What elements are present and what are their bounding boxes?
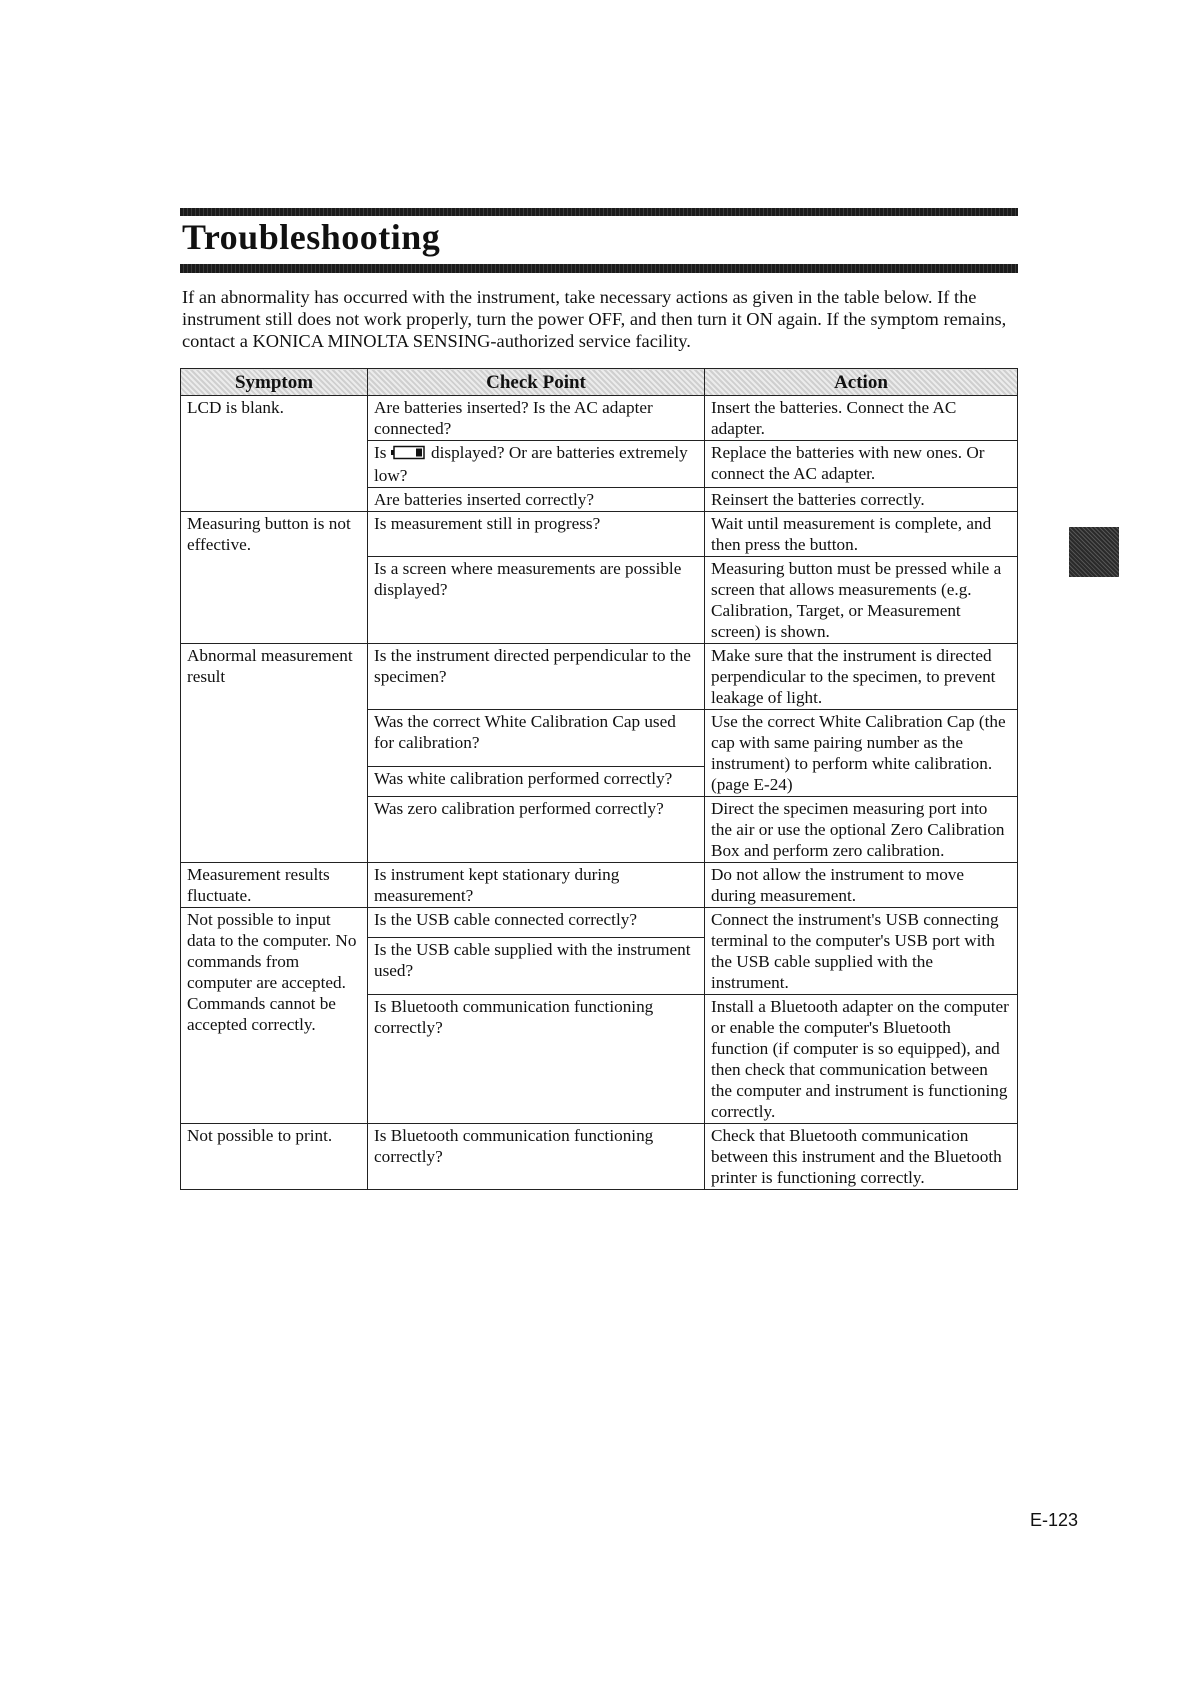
action-cell: Wait until measurement is complete, and then press the button. xyxy=(705,512,1018,557)
symptom-cell: Not possible to input data to the computer. No commands from computer are accepted. Commands cannot be accepted correctly. xyxy=(181,908,368,1124)
action-cell: Direct the specimen measuring port into the air or use the optional Zero Calibration Box and perform zero calibration. xyxy=(705,797,1018,863)
symptom-cell: Measurement results fluctuate. xyxy=(181,863,368,908)
action-cell: Insert the batteries. Connect the AC adapter. xyxy=(705,396,1018,441)
page-title: Troubleshooting xyxy=(182,217,441,257)
symptom-cell: Not possible to print. xyxy=(181,1124,368,1190)
header-check-point: Check Point xyxy=(368,369,705,396)
intro-paragraph: If an abnormality has occurred with the instrument, take necessary actions as given in the table below. If the instrument still does not work properly, turn the power OFF, and then turn it ON again. If the symptom remains, contact a KONICA MINOLTA SENSING-authorized service facility. xyxy=(182,287,1007,351)
check-point-cell: Are batteries inserted correctly? xyxy=(368,488,705,512)
check-point-suffix: displayed? Or are batteries extremely low? xyxy=(374,443,688,485)
action-cell: Replace the batteries with new ones. Or connect the AC adapter. xyxy=(705,441,1018,488)
check-point-cell: Is Bluetooth communication functioning correctly? xyxy=(368,995,705,1124)
check-point-cell: Was white calibration performed correctly? xyxy=(368,766,705,796)
table-row xyxy=(181,908,1018,938)
check-point-cell: Is measurement still in progress? xyxy=(368,512,705,557)
action-cell: Make sure that the instrument is directed perpendicular to the specimen, to prevent leakage of light. xyxy=(705,644,1018,710)
check-point-cell: Are batteries inserted? Is the AC adapter connected? xyxy=(368,396,705,441)
header-action: Action xyxy=(705,369,1018,396)
table-row xyxy=(181,644,1018,710)
action-cell: Install a Bluetooth adapter on the computer or enable the computer's Bluetooth function (if computer is so equipped), and then check that communication between the computer and instrument is functioning correctly. xyxy=(705,995,1018,1124)
action-cell: Connect the instrument's USB connecting terminal to the computer's USB port with the USB cable supplied with the instrument. xyxy=(705,908,1018,995)
page-number: E-123 xyxy=(1030,1510,1079,1530)
symptom-cell: LCD is blank. xyxy=(181,396,368,512)
action-cell: Check that Bluetooth communication between this instrument and the Bluetooth printer is functioning correctly. xyxy=(705,1124,1018,1190)
action-cell: Do not allow the instrument to move during measurement. xyxy=(705,863,1018,908)
table-header-row xyxy=(181,369,1018,396)
check-point-cell: Is Bluetooth communication functioning correctly? xyxy=(368,1124,705,1190)
action-cell: Use the correct White Calibration Cap (the cap with same pairing number as the instrument) to perform white calibration. (page E-24) xyxy=(705,710,1018,797)
table-row xyxy=(181,1124,1018,1190)
check-point-prefix: Is xyxy=(374,443,387,462)
troubleshooting-table xyxy=(180,368,1018,1190)
check-point-cell: Is instrument kept stationary during measurement? xyxy=(368,863,705,908)
chapter-tab-marker xyxy=(1069,527,1119,577)
check-point-cell: Was zero calibration performed correctly? xyxy=(368,797,705,863)
table-row xyxy=(181,863,1018,908)
top-rule xyxy=(180,208,1018,216)
action-cell: Reinsert the batteries correctly. xyxy=(705,488,1018,512)
check-point-cell: Was the correct White Calibration Cap used for calibration? xyxy=(368,710,705,767)
table-row xyxy=(181,396,1018,441)
bottom-rule xyxy=(180,264,1018,273)
battery-low-icon xyxy=(391,444,427,465)
check-point-cell: Is the USB cable supplied with the instrument used? xyxy=(368,938,705,995)
check-point-cell: Is the instrument directed perpendicular to the specimen? xyxy=(368,644,705,710)
action-cell: Measuring button must be pressed while a screen that allows measurements (e.g. Calibration, Target, or Measurement screen) is shown. xyxy=(705,557,1018,644)
table-row xyxy=(181,512,1018,557)
check-point-cell: Is a screen where measurements are possible displayed? xyxy=(368,557,705,644)
header-symptom: Symptom xyxy=(181,369,368,396)
symptom-cell: Abnormal measurement result xyxy=(181,644,368,863)
check-point-cell: Is the USB cable connected correctly? xyxy=(368,908,705,938)
symptom-cell: Measuring button is not effective. xyxy=(181,512,368,644)
check-point-cell xyxy=(368,441,705,488)
